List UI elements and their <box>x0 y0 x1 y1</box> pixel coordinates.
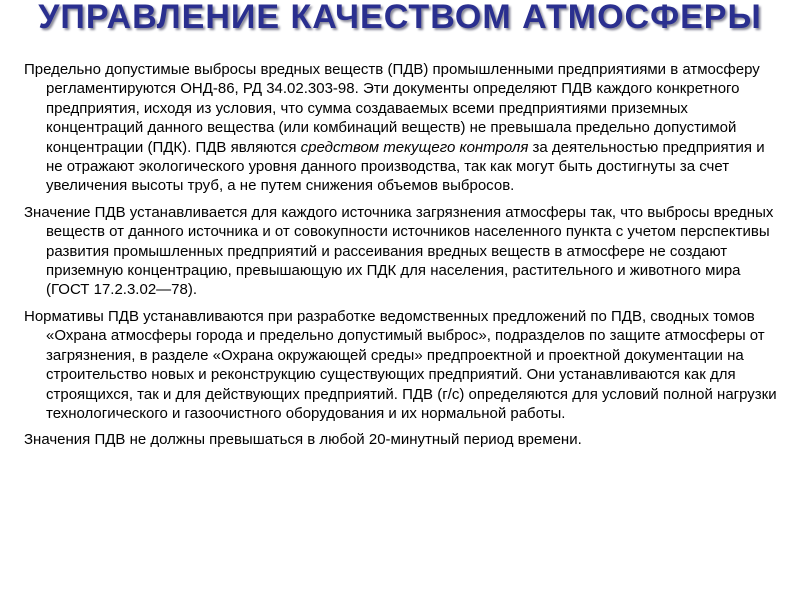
paragraph-pdv-norms: Нормативы ПДВ устанавливаются при разработке ведомственных предложений по ПДВ, сводных томов «Охрана атмосферы города и предельно допустимый выброс», подразделов по защите атмосферы от загрязнения, в разделе «Охрана окружающей среды» предпроектной и проектной документации на строительство новых и реконструкцию существующих предприятий. Они устанавливаются как для строящихся, так и для действующих предприятий. ПДВ (г/с) определяются для условий полной нагрузки технологического и газоочистного оборудования и их нормальной работы. <box>24 307 777 422</box>
paragraph-text: Предельно допустимые выбросы вредных веществ (ПДВ) промышленными предприятиями в атмосферу регламентируются ОНД-86, РД 34.02.303-98. Эти документы определяют ПДВ каждого конкретного предприятия, исходя из условия, что сумма создаваемых всеми предприятиями приземных концентраций данного вещества (или комбинаций веществ) не превышала предельно допустимой концентрации (ПДК). ПДВ являются <box>24 61 760 156</box>
paragraph-pdv-period: Значения ПДВ не должны превышаться в любой 20-минутный период времени. <box>24 431 582 449</box>
emphasis-text: средством текущего контроля <box>300 138 529 156</box>
paragraph-pdv-definition <box>24 60 784 196</box>
slide-title: УПРАВЛЕНИЕ КАЧЕСТВОМ АТМОСФЕРЫ <box>38 0 762 36</box>
slide-body <box>24 60 784 450</box>
paragraph-text: за деятельностью предприятия и не отражают экологического уровня данного производства, так как могут быть достигнуты за счет увеличения высоты труб, а не путем снижения объемов выбросов. <box>46 138 765 195</box>
paragraph-pdv-value: Значение ПДВ устанавливается для каждого источника загрязнения атмосферы так, что выбросы вредных веществ от данного источника и от совокупности источников населенного пункта с учетом перспективы развития промышленных предприятий и рассеивания вредных веществ в атмосфере не создают приземную концентрацию, превышающую их ПДК для населения, растительного и животного мира (ГОСТ 17.2.3.02—78). <box>24 203 774 299</box>
